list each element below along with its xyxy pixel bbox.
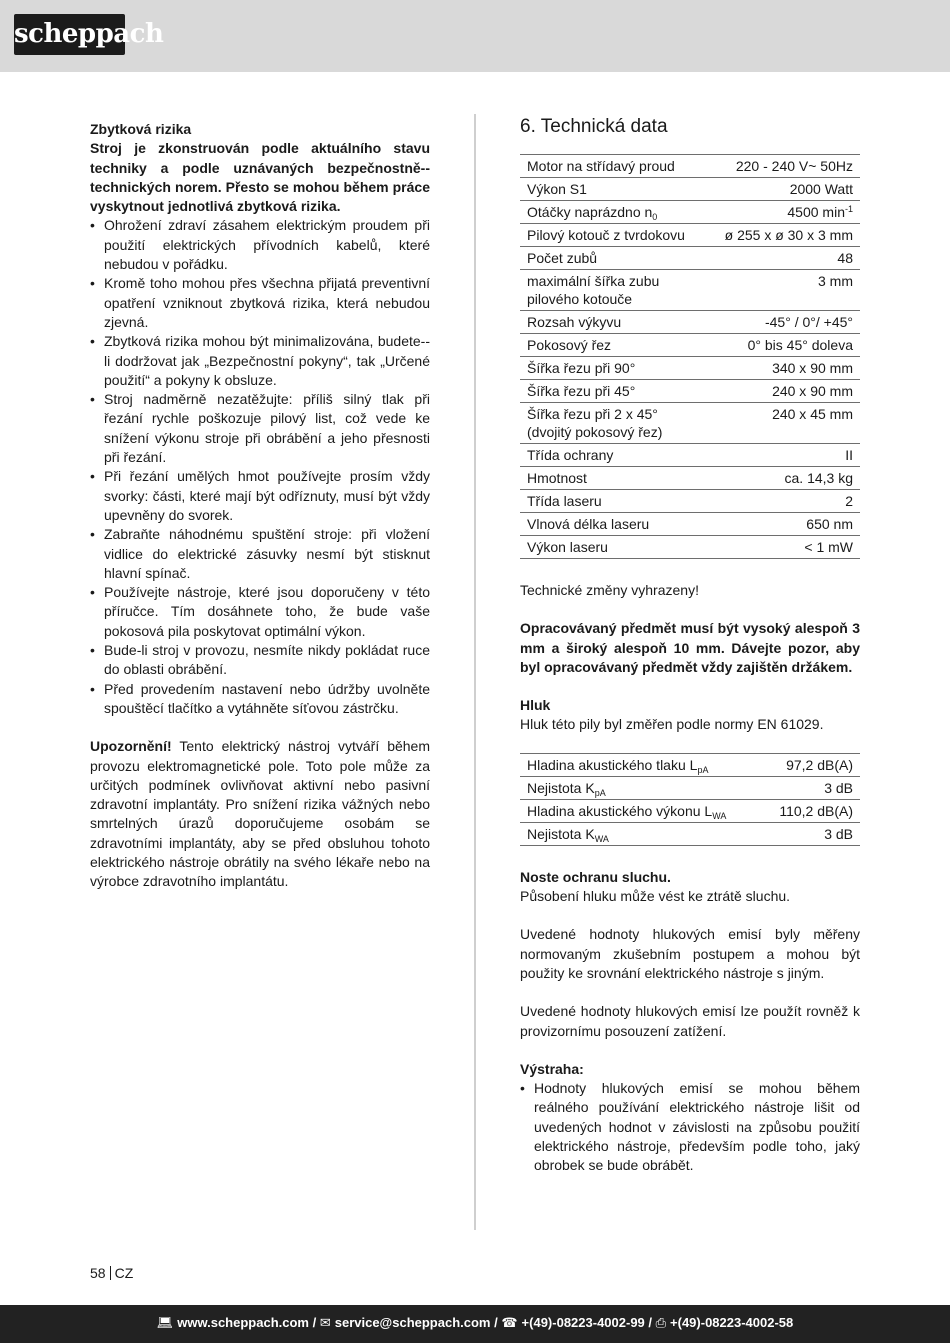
page-number: 58 CZ bbox=[90, 1265, 134, 1281]
hearing-title: Noste ochranu sluchu. bbox=[520, 868, 671, 885]
right-column bbox=[520, 114, 860, 1176]
section-title: 6. Technická data bbox=[520, 116, 668, 137]
table-row: Motor na střídavý proud 220 - 240 V~ 50Hz bbox=[520, 155, 860, 178]
warning-label: Upozornění! bbox=[90, 738, 172, 755]
table-row: Hladina akustického výkonu $L_{WA}$ 110,2 dB(A) bbox=[520, 799, 860, 822]
hearing-text: Působení hluku může vést ke ztrátě sluchu. bbox=[520, 888, 791, 905]
list-item: • Bude-li stroj v provozu, nesmíte nikdy pokládat ruce do oblasti obrábění. bbox=[90, 641, 430, 680]
table-row: Nejistota $K_{pA}$ 3 dB bbox=[520, 776, 860, 799]
scheppach-logo: scheppach bbox=[14, 14, 125, 55]
telephone-icon: ☎︎ bbox=[501, 1315, 518, 1330]
tech-changes-note: Technické změny vyhrazeny! bbox=[520, 582, 699, 598]
computer-icon: 💻︎ bbox=[156, 1315, 174, 1330]
table-row: Nejistota $K_{WA}$ 3 dB bbox=[520, 822, 860, 845]
page-separator bbox=[110, 1266, 111, 1280]
emf-warning bbox=[90, 737, 430, 891]
footer-email[interactable]: service@scheppach.com / bbox=[334, 1315, 498, 1330]
emission-paragraph-2: Uvedené hodnoty hlukových emisí lze použít rovněž k provizornímu posouzení zatížení. bbox=[520, 1003, 860, 1039]
list-item: • Při řezání umělých hmot používejte prosím vždy svorky: části, které mají být odříznuty, musí být vždy upevněny do svorek. bbox=[90, 467, 430, 525]
list-item: • Hodnoty hlukových emisí se mohou během reálného používání elektrického nástroje lišit od uvedených hodnot v závislosti na způsobu použití elektrického nástroje, především podle toho, jaký obrobek se bude obrábět. bbox=[520, 1079, 860, 1175]
column-divider bbox=[474, 114, 476, 1230]
table-row: Výkon S1 2000 Watt bbox=[520, 178, 860, 201]
table-row: Počet zubů 48 bbox=[520, 247, 860, 270]
residual-risk-title: Zbytková rizika bbox=[90, 121, 192, 137]
footer-website[interactable]: www.scheppach.com / bbox=[177, 1315, 317, 1330]
residual-risk-list bbox=[90, 216, 430, 718]
table-row: Šířka řezu při 2 x 45° (dvojitý pokosový řez) 240 x 45 mm bbox=[520, 403, 860, 444]
table-row: Třída laseru 2 bbox=[520, 490, 860, 513]
table-row: Šířka řezu při 90° 340 x 90 mm bbox=[520, 357, 860, 380]
list-item: • Používejte nástroje, které jsou doporučeny v této příručce. Tím dosáhnete toho, že bude vaše pokosová pila poskytovat optimální výkon. bbox=[90, 583, 430, 641]
table-row: Otáčky naprázdno $n_0$ 4500 $\min^{-1}$ bbox=[520, 201, 860, 224]
table-row: Hladina akustického tlaku $L_{pA}$ 97,2 dB(A) bbox=[520, 753, 860, 776]
caution-list bbox=[520, 1079, 860, 1175]
table-row: Pilový kotouč z tvrdokovu ø 255 x ø 30 x 3 mm bbox=[520, 224, 860, 247]
list-item: • Stroj nadměrně nezatěžujte: příliš silný tlak při řezání rychle poškozuje pilový list, což vede ke snížení výkonu stroje při obrábění a jeho přesnosti při řezání. bbox=[90, 390, 430, 467]
list-item: • Ohrožení zdraví zásahem elektrickým proudem při použití elektrických přívodních kabelů, které nebudou v pořádku. bbox=[90, 216, 430, 274]
table-row: Hmotnost ca. 14,3 kg bbox=[520, 467, 860, 490]
warning-text: Tento elektrický nástroj vytváří během provozu elektromagnetické pole. Toto pole může za určitých podmínek ovlivňovat aktivní nebo pasivní zdravotní implantáty. Pro snížení rizika vážných nebo smrtelných úrazů doporučujeme osobám se zdravotními implantáty, aby se před obsluhou tohoto elektrického nástroje obrátily na svého lékaře nebo na výrobce zdravotního implantátu. bbox=[90, 738, 430, 890]
footer-fax: +(49)-08223-4002-58 bbox=[670, 1315, 794, 1330]
fax-icon: ⎙ bbox=[655, 1315, 667, 1330]
footer-phone: +(49)-08223-4002-99 / bbox=[521, 1315, 652, 1330]
table-row: Pokosový řez 0° bis 45° doleva bbox=[520, 334, 860, 357]
table-row: Výkon laseru < 1 mW bbox=[520, 536, 860, 559]
table-row: Vlnová délka laseru 650 nm bbox=[520, 513, 860, 536]
table-row: Šířka řezu při 45° 240 x 90 mm bbox=[520, 380, 860, 403]
residual-risk-intro: Stroj je zkonstruován podle aktuálního stavu techniky a podle uznávaných bezpečnostně--technických norem. Přesto se mohou během práce vyskytnout jednotlivá zbytková rizika. bbox=[90, 140, 430, 215]
list-item: • Před provedením nastavení nebo údržby uvolněte spouštěcí tlačítko a vytáhněte síťovou zástrčku. bbox=[90, 680, 430, 719]
emission-paragraph-1: Uvedené hodnoty hlukových emisí byly měřeny normovaným zkušebním postupem a mohou být použity ke srovnání elektrického nástroje s jiným. bbox=[520, 926, 860, 981]
list-item: • Zabraňte náhodnému spuštění stroje: při vložení vidlice do elektrické zásuvky nesmí být stisknut hlavní spínač. bbox=[90, 525, 430, 583]
table-row: maximální šířka zubu pilového kotouče 3 mm bbox=[520, 270, 860, 311]
tech-data-table bbox=[520, 154, 860, 559]
workpiece-note: Opracovávaný předmět musí být vysoký alespoň 3 mm a široký alespoň 10 mm. Dávejte pozor, aby byl opracovávaný předmět vždy zajištěn držákem. bbox=[520, 620, 860, 675]
table-row: Rozsah výkyvu -45° / 0°/ +45° bbox=[520, 311, 860, 334]
footer-bar bbox=[0, 1305, 950, 1343]
noise-text: Hluk této pily byl změřen podle normy EN 61029. bbox=[520, 716, 824, 733]
table-row: Třída ochrany II bbox=[520, 444, 860, 467]
caution-title: Výstraha: bbox=[520, 1060, 584, 1077]
header-band bbox=[0, 0, 950, 72]
noise-table bbox=[520, 753, 860, 846]
envelope-icon: ✉︎ bbox=[319, 1315, 331, 1330]
noise-title: Hluk bbox=[520, 697, 551, 714]
list-item: • Zbytková rizika mohou být minimalizována, budete--li dodržovat jak „Bezpečnostní pokyny“, tak „Určené použití“ a pokyny k obsluze. bbox=[90, 332, 430, 390]
list-item: • Kromě toho mohou přes všechna přijatá preventivní opatření vzniknout zbytková rizika, která nebudou zjevná. bbox=[90, 274, 430, 332]
left-column bbox=[90, 120, 430, 892]
